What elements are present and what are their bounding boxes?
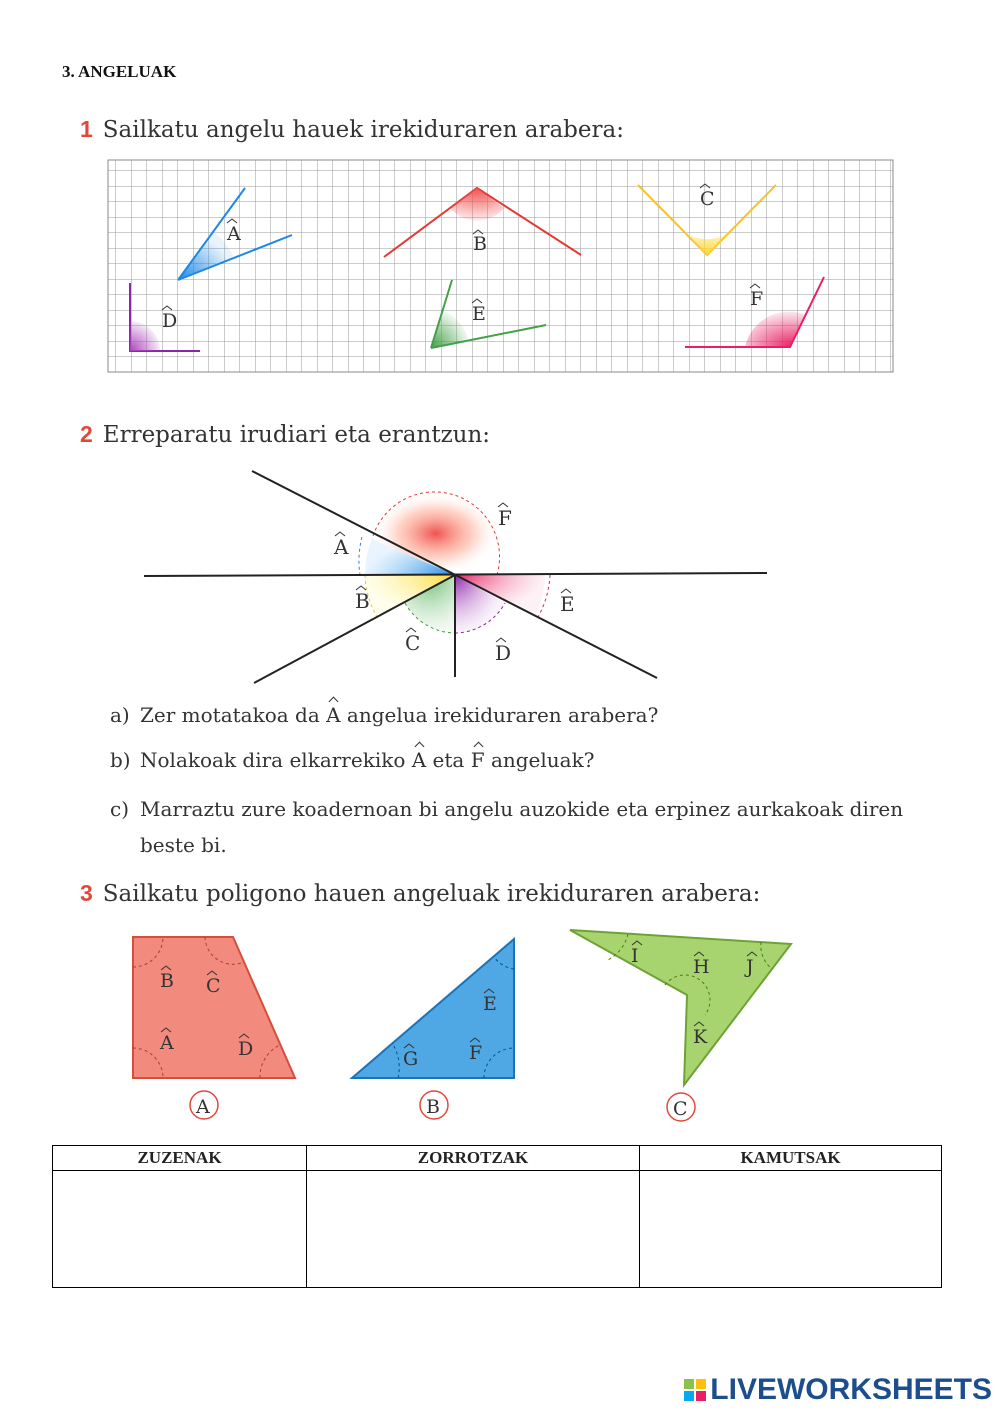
liveworksheets-wordmark: LIVEWORKSHEETS bbox=[710, 1373, 992, 1406]
angle-label-c: C bbox=[700, 188, 715, 210]
shape-b-angle-g: G bbox=[403, 1048, 419, 1070]
exercise-3-number: 3 bbox=[80, 880, 93, 906]
question-c: c) Marraztu zure koadernoan bi angelu auzokide eta erpinez aurkakoak diren beste bi. bbox=[110, 797, 904, 857]
question-b: b) Nolakoak dira elkarrekiko A eta F angeluak? bbox=[110, 748, 595, 772]
answer-cell-kamutsak[interactable] bbox=[640, 1171, 942, 1288]
exercise-3-text: Sailkatu poligono hauen angeluak irekiduraren arabera: bbox=[102, 881, 761, 907]
shape-c-tag: C bbox=[673, 1098, 688, 1120]
exercise-3-figure bbox=[120, 925, 810, 1125]
shape-a-angle-a: A bbox=[160, 1032, 174, 1054]
exercise-1-heading bbox=[80, 116, 624, 143]
fig2-label-c: C bbox=[405, 631, 421, 655]
fig2-label-a: A bbox=[334, 535, 349, 559]
shape-c-angle-i: I bbox=[631, 945, 639, 967]
shape-a-angle-b: B bbox=[160, 970, 174, 992]
fig2-label-f: F bbox=[498, 506, 512, 530]
question-a: a) Zer motatakoa da A angelua irekiduraren arabera? bbox=[110, 703, 659, 727]
angle-label-e: E bbox=[472, 303, 486, 325]
fig2-label-d: D bbox=[495, 641, 512, 665]
exercise-1-text: Sailkatu angelu hauek irekiduraren arabera: bbox=[102, 117, 624, 143]
shape-c-angle-h: H bbox=[693, 956, 710, 978]
exercise-2-number: 2 bbox=[80, 421, 93, 447]
header-zorrotzak: ZORROTZAK bbox=[307, 1146, 640, 1171]
angle-label-d: D bbox=[162, 310, 178, 332]
angle-ref-f: F bbox=[470, 748, 485, 772]
angle-label-b: B bbox=[473, 233, 487, 255]
shape-a-tag: A bbox=[196, 1096, 210, 1118]
answer-cell-zorrotzak[interactable] bbox=[307, 1171, 640, 1288]
exercise-2-heading bbox=[80, 421, 490, 448]
exercise-1-number: 1 bbox=[80, 116, 93, 142]
angle-label-a: A bbox=[227, 223, 241, 245]
shape-a-angle-c: C bbox=[206, 975, 221, 997]
angle-ref-a: A bbox=[326, 703, 341, 727]
header-zuzenak: ZUZENAK bbox=[53, 1146, 307, 1171]
shape-c-angle-j: J bbox=[746, 956, 754, 978]
angle-label-f: F bbox=[750, 288, 764, 310]
liveworksheets-icon bbox=[684, 1379, 706, 1401]
answer-table-header-row bbox=[53, 1146, 942, 1171]
header-kamutsak: KAMUTSAK bbox=[640, 1146, 942, 1171]
fig2-label-b: B bbox=[355, 589, 370, 613]
exercise-2-figure bbox=[140, 465, 780, 695]
angle-ref-a: A bbox=[411, 748, 427, 772]
shape-a-angle-d: D bbox=[238, 1038, 254, 1060]
shape-c-angle-k: K bbox=[693, 1026, 708, 1048]
shape-b-angle-e: E bbox=[483, 993, 497, 1015]
exercise-2-text: Erreparatu irudiari eta erantzun: bbox=[102, 422, 491, 448]
answer-table-row bbox=[53, 1171, 942, 1288]
liveworksheets-logo bbox=[684, 1373, 992, 1407]
answer-cell-zuzenak[interactable] bbox=[53, 1171, 307, 1288]
exercise-1-grid-figure bbox=[100, 155, 900, 380]
shape-b-angle-f: F bbox=[469, 1042, 483, 1064]
answer-table bbox=[52, 1145, 942, 1288]
exercise-3-heading bbox=[80, 880, 760, 907]
page-title: 3. ANGELUAK bbox=[62, 62, 177, 81]
shape-b-tag: B bbox=[426, 1096, 440, 1118]
fig2-label-e: E bbox=[560, 592, 575, 616]
